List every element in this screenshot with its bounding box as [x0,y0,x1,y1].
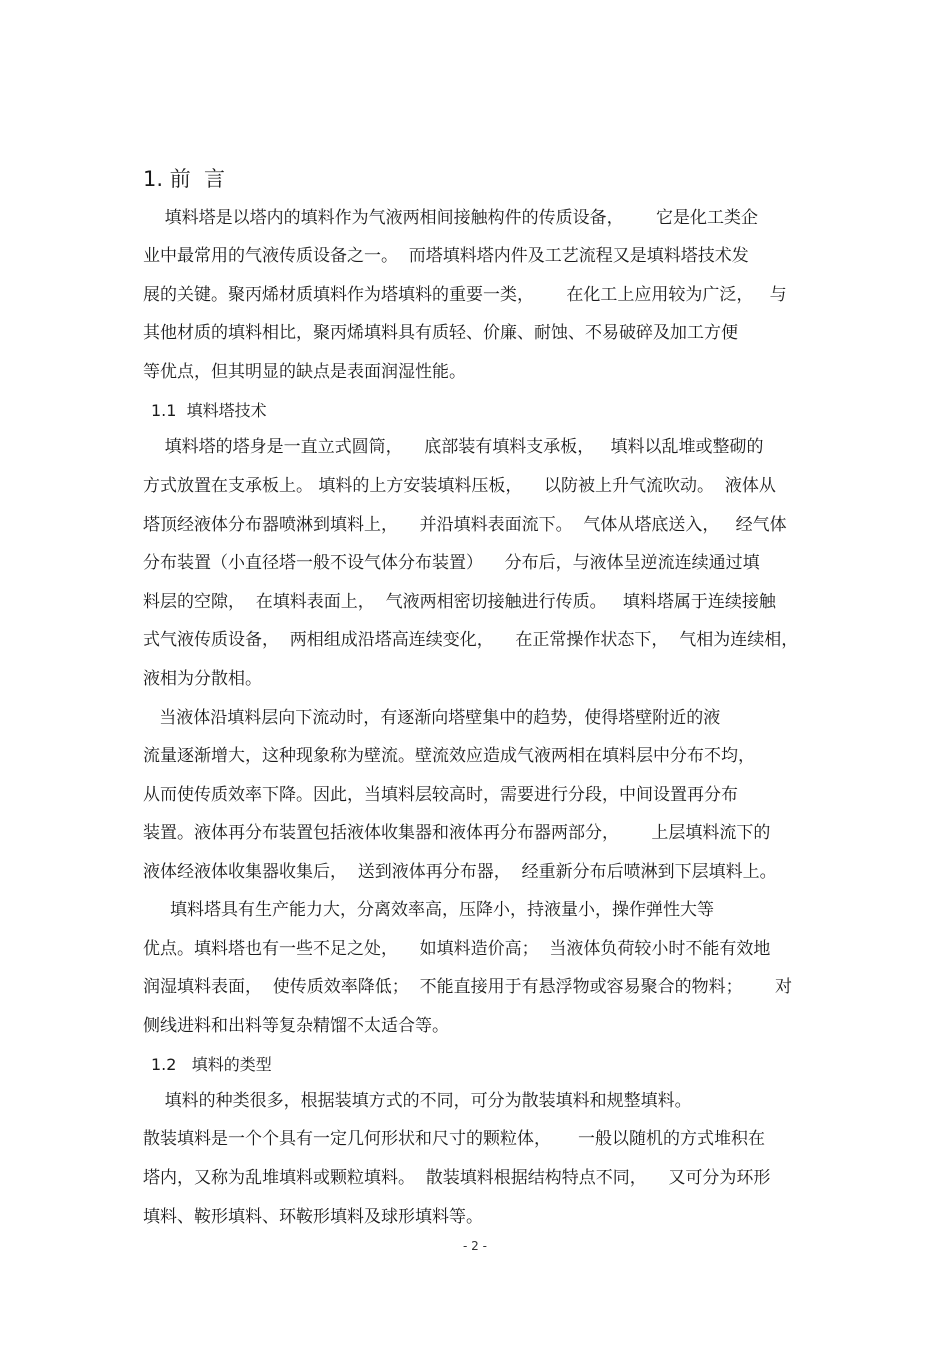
text-line: 当液体沿填料层向下流动时，有逐渐向塔壁集中的趋势，使得塔壁附近的液 [143,708,721,728]
text-line: 润湿填料表面， 使传质效率降低； 不能直接用于有悬浮物或容易聚合的物料； 对 [143,977,793,997]
text-line: 填料塔是以塔内的填料作为气液两相间接触构件的传质设备， 它是化工类企 [143,208,759,228]
text-line: 塔顶经液体分布器喷淋到填料上， 并沿填料表面流下。 气体从塔底送入， 经气体 [143,515,787,535]
heading-preface: 1. 前 言 [143,167,226,191]
text-line: 优点。填料塔也有一些不足之处， 如填料造价高； 当液体负荷较小时不能有效地 [143,939,771,959]
text-line: 料层的空隙， 在填料表面上， 气液两相密切接触进行传质。 填料塔属于连续接触 [143,592,776,612]
text-line: 业中最常用的气液传质设备之一。 而塔填料塔内件及工艺流程又是填料塔技术发 [143,246,749,266]
text-line: 其他材质的填料相比，聚丙烯填料具有质轻、价廉、耐蚀、不易破碎及加工方便 [143,323,738,343]
page-number: - 2 - [463,1239,487,1253]
text-line: 液体经液体收集器收集后， 送到液体再分布器， 经重新分布后喷淋到下层填料上。 [143,862,777,882]
text-line: 等优点，但其明显的缺点是表面润湿性能。 [143,362,466,382]
text-line: 填料的种类很多，根据装填方式的不同，可分为散装填料和规整填料。 [143,1091,692,1111]
section-heading-1-2: 1.2 填料的类型 [151,1055,272,1074]
text-line: 从而使传质效率下降。因此，当填料层较高时，需要进行分段，中间设置再分布 [143,785,738,805]
text-line: 式气液传质设备， 两相组成沿塔高连续变化， 在正常操作状态下， 气相为连续相， [143,630,799,650]
text-line: 方式放置在支承板上。 填料的上方安装填料压板， 以防被上升气流吹动。 液体从 [143,476,776,496]
text-line: 侧线进料和出料等复杂精馏不太适合等。 [143,1016,449,1036]
text-line: 展的关键。聚丙烯材质填料作为塔填料的重要一类， 在化工上应用较为广泛， 与 [143,285,787,305]
text-line: 填料、鞍形填料、环鞍形填料及球形填料等。 [143,1207,483,1227]
text-line: 塔内，又称为乱堆填料或颗粒填料。 散装填料根据结构特点不同， 又可分为环形 [143,1168,771,1188]
text-line: 流量逐渐增大，这种现象称为壁流。壁流效应造成气液两相在填料层中分布不均， [143,746,755,766]
text-line: 散装填料是一个个具有一定几何形状和尺寸的颗粒体， 一般以随机的方式堆积在 [143,1129,766,1149]
text-line: 填料塔具有生产能力大，分离效率高，压降小，持液量小，操作弹性大等 [143,900,715,920]
text-line: 分布装置（小直径塔一般不设气体分布装置） 分布后，与液体呈逆流连续通过填 [143,553,760,573]
text-line: 填料塔的塔身是一直立式圆筒， 底部装有填料支承板， 填料以乱堆或整砌的 [143,437,764,457]
section-heading-1-1: 1.1 填料塔技术 [151,401,267,420]
text-line: 装置。液体再分布装置包括液体收集器和液体再分布器两部分， 上层填料流下的 [143,823,771,843]
text-line: 液相为分散相。 [143,669,262,689]
